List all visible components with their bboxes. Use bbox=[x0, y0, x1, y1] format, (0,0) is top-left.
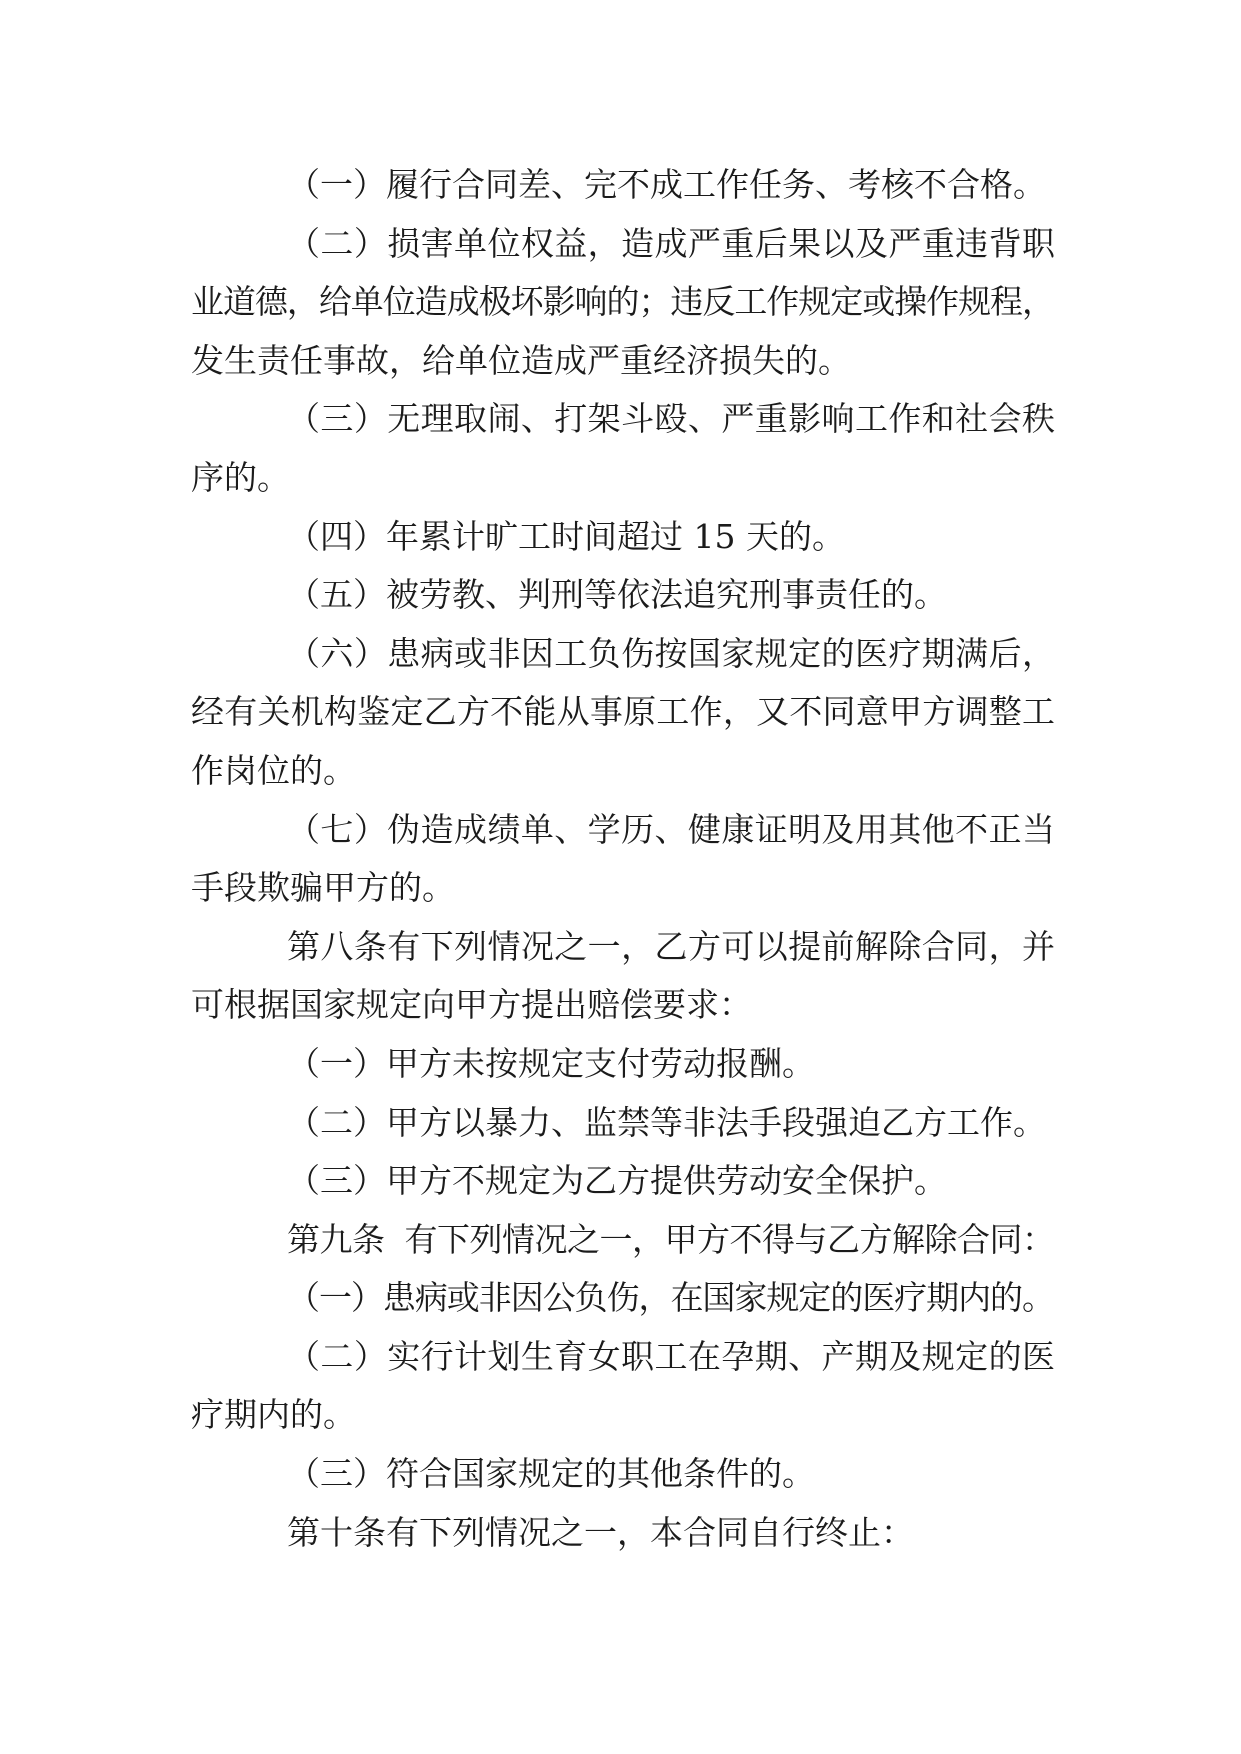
paragraph bbox=[191, 508, 1055, 567]
paragraph bbox=[191, 918, 1055, 1035]
text-line bbox=[191, 566, 1055, 625]
text-line bbox=[191, 976, 1055, 1035]
text-line bbox=[191, 215, 1055, 274]
paragraph bbox=[191, 801, 1055, 918]
text-line bbox=[191, 156, 1055, 215]
text-line bbox=[191, 1386, 1055, 1445]
text-line bbox=[191, 859, 1055, 918]
paragraph bbox=[191, 215, 1055, 391]
paragraph bbox=[191, 1328, 1055, 1445]
text-line bbox=[191, 273, 1055, 332]
paragraph bbox=[191, 1445, 1055, 1504]
text-line bbox=[191, 625, 1055, 684]
text-line bbox=[191, 801, 1055, 860]
text-line-text: （三）甲方不规定为乙方提供劳动安全保护。 bbox=[287, 1161, 947, 1201]
paragraph bbox=[191, 566, 1055, 625]
text-line-text: （一）患病或非因公负伤，在国家规定的医疗期内的。 bbox=[287, 1278, 1054, 1318]
text-line-text: 可根据国家规定向甲方提出赔偿要求： bbox=[191, 985, 752, 1025]
text-line-text: 第十条有下列情况之一，本合同自行终止： bbox=[287, 1512, 914, 1552]
paragraph bbox=[191, 1094, 1055, 1153]
text-line-text: （二）甲方以暴力、监禁等非法手段强迫乙方工作。 bbox=[287, 1102, 1046, 1142]
text-line bbox=[191, 918, 1055, 977]
text-line bbox=[191, 1152, 1055, 1211]
text-line-text: 业道德，给单位造成极坏影响的；违反工作规定或操作规程， bbox=[191, 282, 1054, 322]
text-line-text: 作岗位的。 bbox=[191, 750, 356, 790]
text-line bbox=[191, 1445, 1055, 1504]
text-line bbox=[191, 1269, 1055, 1328]
document-body bbox=[191, 156, 1055, 1562]
text-line-text: 发生责任事故，给单位造成严重经济损失的。 bbox=[191, 340, 851, 380]
text-line-text: （一）甲方未按规定支付劳动报酬。 bbox=[287, 1043, 815, 1083]
text-line bbox=[191, 683, 1055, 742]
paragraph bbox=[191, 1211, 1055, 1270]
text-line bbox=[191, 332, 1055, 391]
text-line-text: 经有关机构鉴定乙方不能从事原工作，又不同意甲方调整工 bbox=[191, 692, 1056, 732]
text-line-text: （六）患病或非因工负伤按国家规定的医疗期满后， bbox=[287, 633, 1056, 673]
text-line-text: 手段欺骗甲方的。 bbox=[191, 868, 455, 908]
text-line-text: （四）年累计旷工时间超过 15 天的。 bbox=[287, 516, 845, 556]
paragraph bbox=[191, 625, 1055, 801]
text-line-text: （七）伪造成绩单、学历、健康证明及用其他不正当 bbox=[287, 809, 1056, 849]
text-line-text: 第九条 有下列情况之一，甲方不得与乙方解除合同： bbox=[287, 1219, 1055, 1259]
text-line bbox=[191, 1035, 1055, 1094]
text-line-text: （二）损害单位权益，造成严重后果以及严重违背职 bbox=[287, 223, 1056, 263]
text-line-text: 第八条有下列情况之一，乙方可以提前解除合同，并 bbox=[287, 926, 1056, 966]
text-line-text: （一）履行合同差、完不成工作任务、考核不合格。 bbox=[287, 165, 1046, 204]
paragraph bbox=[191, 1504, 1055, 1563]
text-line bbox=[191, 1328, 1055, 1387]
text-line bbox=[191, 1504, 1055, 1563]
paragraph bbox=[191, 156, 1055, 215]
text-line-text: 序的。 bbox=[191, 457, 290, 497]
text-line-text: （二）实行计划生育女职工在孕期、产期及规定的医 bbox=[287, 1336, 1056, 1376]
text-line-text: （五）被劳教、判刑等依法追究刑事责任的。 bbox=[287, 575, 947, 615]
paragraph bbox=[191, 390, 1055, 507]
paragraph bbox=[191, 1035, 1055, 1094]
text-line bbox=[191, 742, 1055, 801]
text-line-text: 疗期内的。 bbox=[191, 1395, 356, 1435]
text-line bbox=[191, 1211, 1055, 1270]
paragraph bbox=[191, 1152, 1055, 1211]
paragraph bbox=[191, 1269, 1055, 1328]
text-line-text: （三）符合国家规定的其他条件的。 bbox=[287, 1454, 815, 1494]
text-line bbox=[191, 390, 1055, 449]
text-line bbox=[191, 449, 1055, 508]
text-line bbox=[191, 1094, 1055, 1153]
text-line bbox=[191, 508, 1055, 567]
text-line-text: （三）无理取闹、打架斗殴、严重影响工作和社会秩 bbox=[287, 399, 1056, 439]
